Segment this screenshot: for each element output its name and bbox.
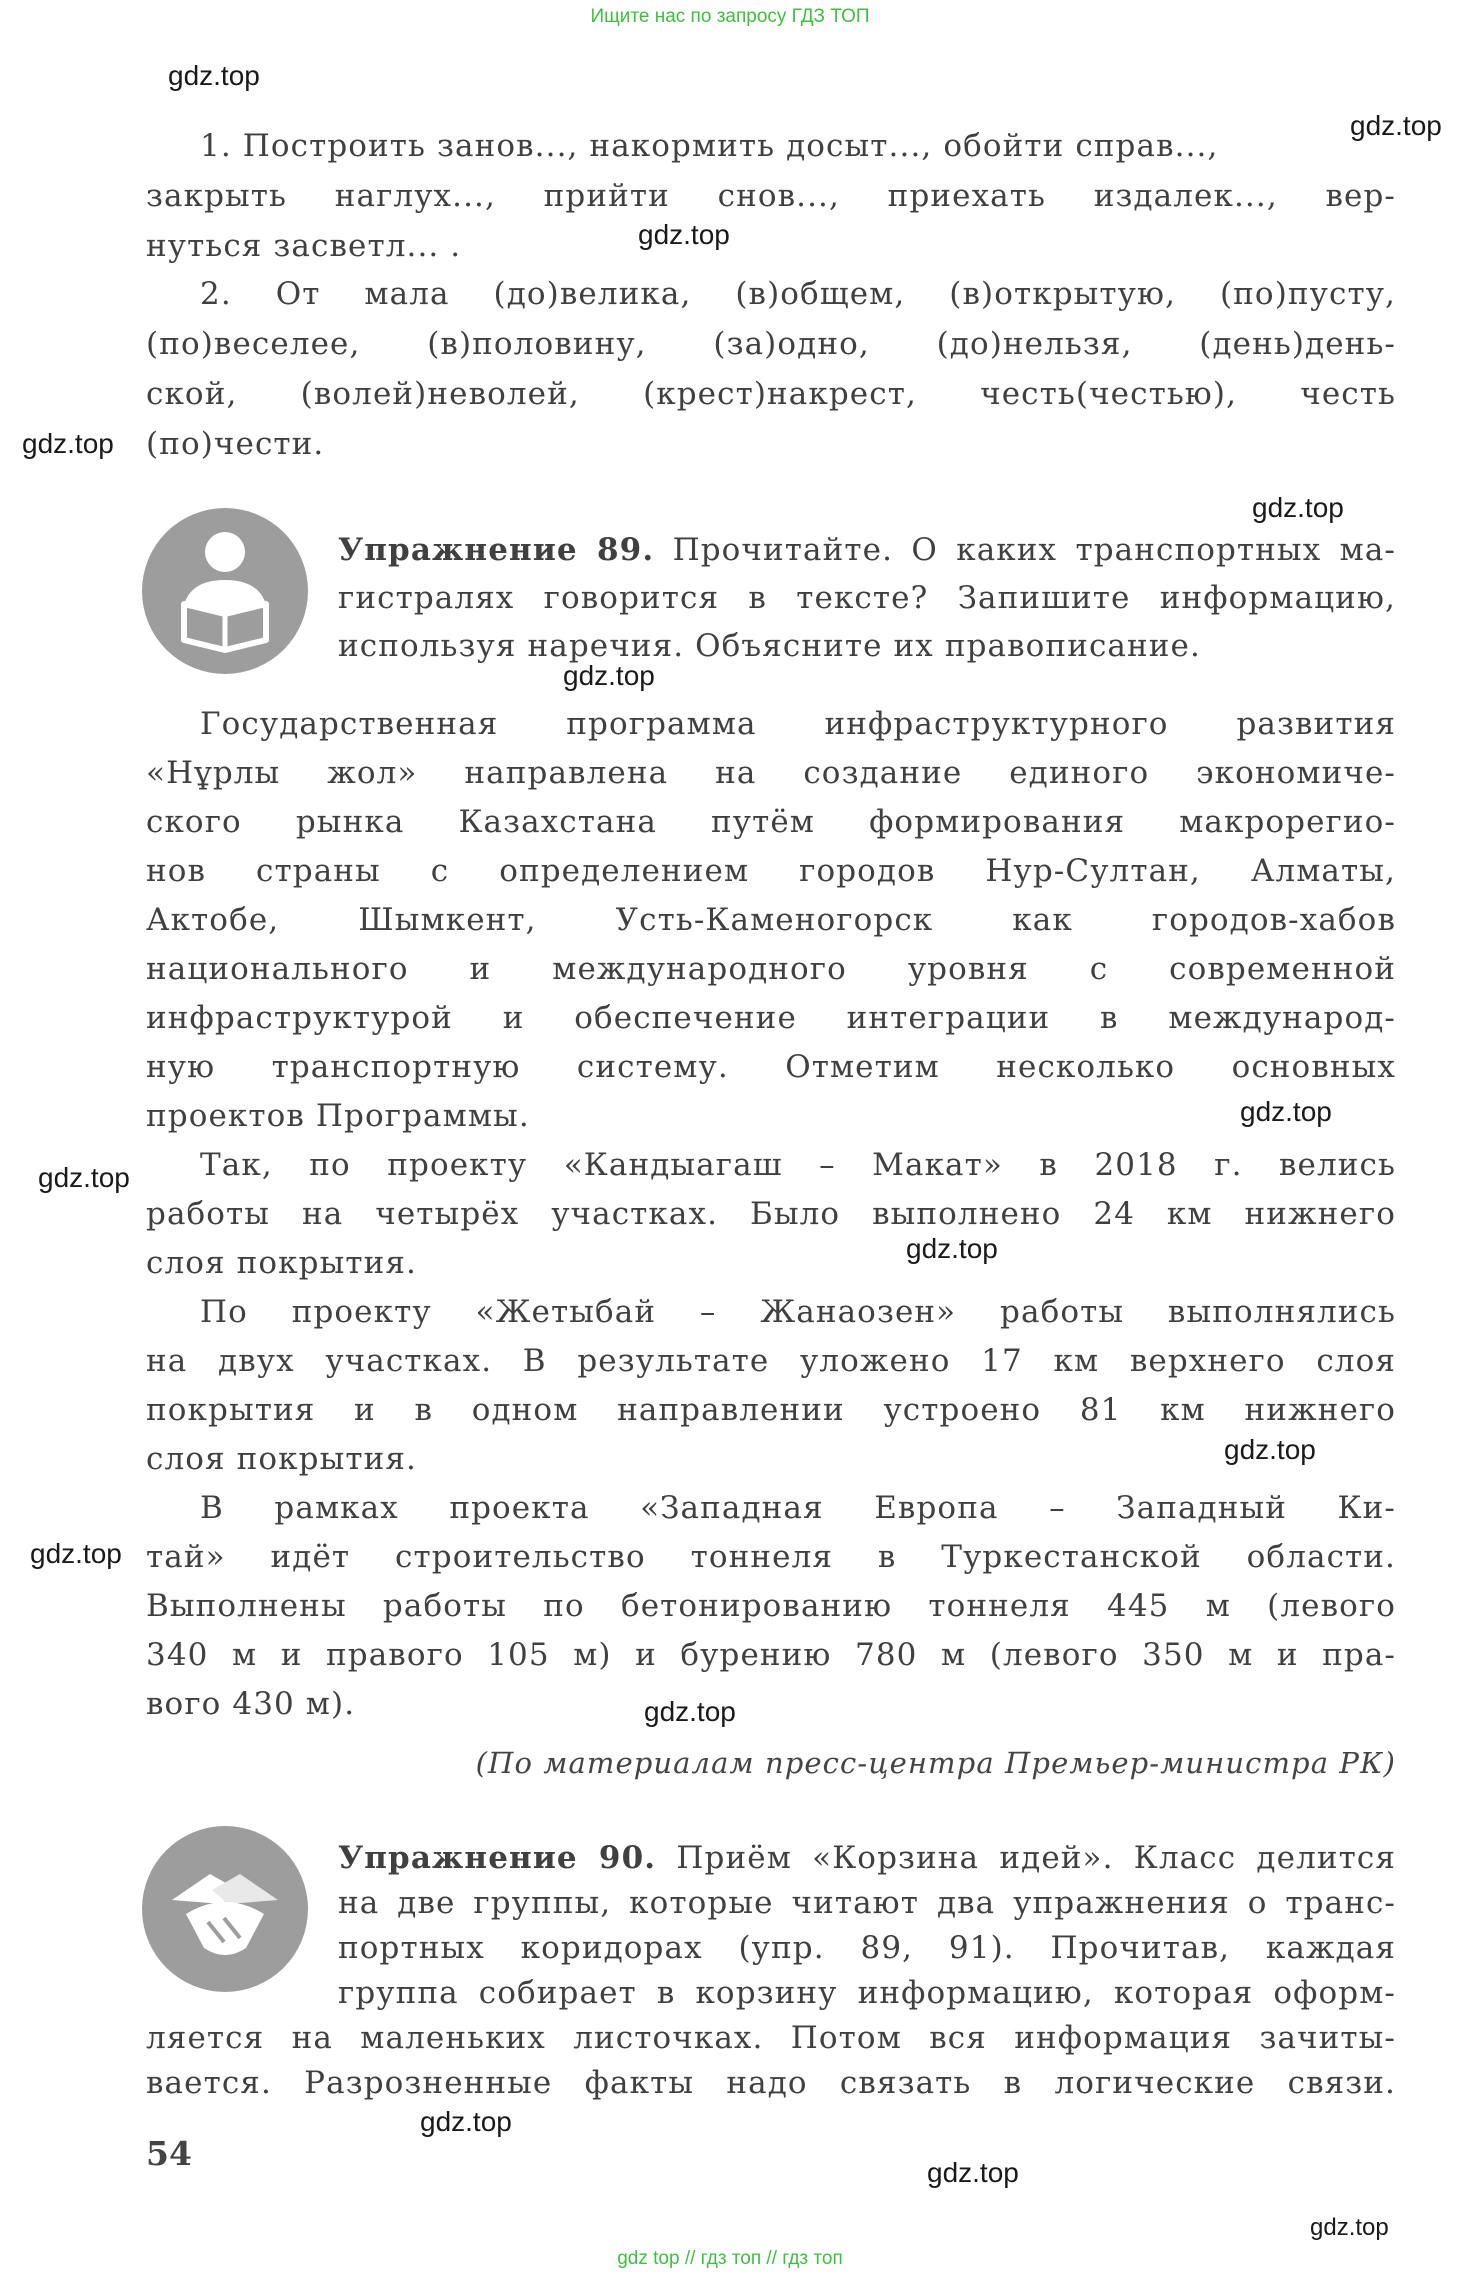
text-line: вается. Разрозненные факты надо связать в логические связи.	[146, 2065, 1396, 2101]
text-line: гистралях говорится в тексте? Запишите информацию,	[338, 580, 1396, 616]
exercise-90-task: Приём «Корзина идей». Класс делится	[676, 1840, 1396, 1876]
top-banner[interactable]: Ищите нас по запросу ГДЗ ТОП	[590, 6, 870, 27]
text-line: (по)веселее, (в)половину, (за)одно, (до)нельзя, (день)день-	[146, 326, 1396, 362]
watermark: gdz.top	[1252, 492, 1344, 523]
exercise-89-title: Упражнение 89.	[338, 532, 655, 568]
watermark: gdz.top	[1350, 110, 1442, 141]
text-line: 2. От мала (до)велика, (в)общем, (в)открытую, (по)пусту,	[200, 276, 1396, 312]
text-line: По проекту «Жетыбай – Жанаозен» работы выполнялись	[200, 1294, 1396, 1330]
text-line: работы на четырёх участках. Было выполнено 24 км нижнего	[146, 1196, 1396, 1232]
footer-links[interactable]: gdz top // гдз топ // гдз топ	[617, 2248, 843, 2269]
handshake-icon	[142, 1826, 308, 1992]
text-line: Актобе, Шымкент, Усть-Каменогорск как городов-хабов	[146, 902, 1396, 938]
exercise-89-task: Прочитайте. О каких транспортных ма-	[672, 532, 1396, 568]
watermark: gdz.top	[1240, 1096, 1332, 1127]
text-line: закрыть наглух..., прийти снов..., приехать издалек..., вер-	[146, 178, 1396, 214]
watermark: gdz.top	[927, 2157, 1019, 2188]
text-line: «Нұрлы жол» направлена на создание единого экономиче-	[146, 755, 1396, 791]
text-line: на двух участках. В результате уложено 17 км верхнего слоя	[146, 1343, 1396, 1379]
text-line: инфраструктурой и обеспечение интеграции в международ-	[146, 1000, 1396, 1036]
text-line: ную транспортную систему. Отметим несколько основных	[146, 1049, 1396, 1085]
page-number: 54	[146, 2134, 192, 2173]
text-line: национального и международного уровня с современной	[146, 951, 1396, 987]
watermark: gdz.top	[563, 660, 655, 691]
exercise-90-task-line	[338, 1840, 1396, 1876]
text-line: Государственная программа инфраструктурного развития	[200, 706, 1396, 742]
text-line: используя наречия. Объясните их правописание.	[338, 628, 1201, 664]
text-line: 340 м и правого 105 м) и бурению 780 м (левого 350 м и пра-	[146, 1637, 1396, 1673]
text-line: слоя покрытия.	[146, 1441, 417, 1477]
text-line: группа собирает в корзину информацию, которая оформ-	[338, 1975, 1396, 2011]
watermark: gdz.top	[30, 1538, 122, 1569]
text-line: 1. Построить занов..., накормить досыт..., обойти справ...,	[200, 128, 1219, 164]
watermark: gdz.top	[38, 1162, 130, 1193]
text-line: портных коридорах (упр. 89, 91). Прочитав, каждая	[338, 1930, 1396, 1966]
text-line: В рамках проекта «Западная Европа – Западный Ки-	[200, 1490, 1396, 1526]
text-line: ской, (волей)неволей, (крест)накрест, честь(честью), честь	[146, 376, 1396, 412]
watermark: gdz.top	[644, 1696, 736, 1727]
exercise-89-task-line	[338, 532, 1396, 568]
watermark: gdz.top	[1310, 2214, 1389, 2241]
reading-person-icon	[142, 508, 308, 674]
text-line: проектов Программы.	[146, 1098, 530, 1134]
exercise-90-title: Упражнение 90.	[338, 1840, 657, 1876]
text-line: ляется на маленьких листочках. Потом вся информация зачиты-	[146, 2020, 1396, 2056]
watermark: gdz.top	[638, 219, 730, 250]
text-line: покрытия и в одном направлении устроено 81 км нижнего	[146, 1392, 1396, 1428]
text-line: тай» идёт строительство тоннеля в Туркестанской области.	[146, 1539, 1396, 1575]
watermark: gdz.top	[22, 428, 114, 459]
text-line: ского рынка Казахстана путём формирования макрорегио-	[146, 804, 1396, 840]
text-line: нов страны с определением городов Нур-Султан, Алматы,	[146, 853, 1396, 889]
watermark: gdz.top	[420, 2106, 512, 2137]
watermark: gdz.top	[906, 1233, 998, 1264]
source-citation: (По материалам пресс-центра Премьер-министра РК)	[475, 1746, 1396, 1780]
text-line: (по)чести.	[146, 426, 325, 462]
text-line: вого 430 м).	[146, 1686, 356, 1722]
watermark: gdz.top	[168, 60, 260, 91]
watermark: gdz.top	[1224, 1434, 1316, 1465]
text-line: нуться засветл... .	[146, 228, 462, 264]
text-line: на две группы, которые читают два упражнения о транс-	[338, 1885, 1396, 1921]
text-line: Выполнены работы по бетонированию тоннеля 445 м (левого	[146, 1588, 1396, 1624]
text-line: Так, по проекту «Кандыагаш – Макат» в 2018 г. велись	[200, 1147, 1396, 1183]
text-line: слоя покрытия.	[146, 1245, 417, 1281]
